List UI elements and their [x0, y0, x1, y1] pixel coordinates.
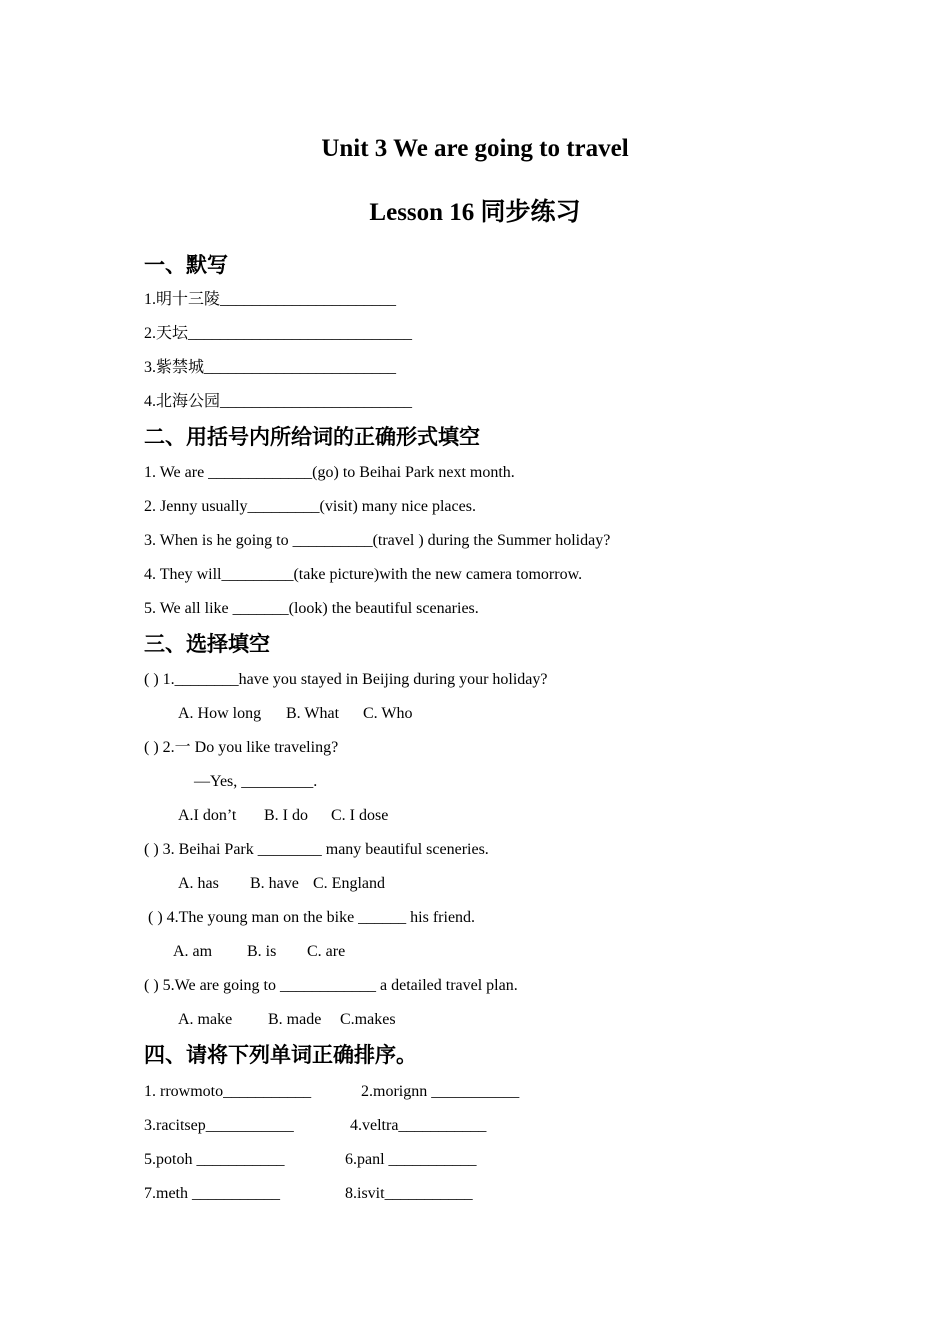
word-item-1: 1. rrowmoto___________ [144, 1083, 312, 1100]
word-item-3: 3.racitsep___________ [144, 1117, 294, 1134]
fill-item-4: 4. They will_________(take picture)with the new camera tomorrow. [144, 566, 583, 583]
fill-item-5: 5. We all like _______(look) the beautiful scenaries. [144, 600, 479, 617]
dictation-item-2: 2.天坛____________________________ [144, 325, 413, 342]
choice-1-option-c: C. Who [363, 705, 413, 722]
dictation-item-4: 4.北海公园________________________ [144, 393, 413, 410]
choice-3-option-b: B. have [250, 875, 299, 892]
choice-question-4: ( ) 4.The young man on the bike ______ his friend. [148, 909, 476, 926]
choice-1-option-b: B. What [286, 705, 340, 722]
section-3-heading: 三、选择填空 [144, 632, 270, 656]
word-item-5: 5.potoh ___________ [144, 1151, 285, 1168]
word-item-2: 2.morignn ___________ [361, 1083, 520, 1100]
choice-question-5: ( ) 5.We are going to ____________ a detailed travel plan. [144, 977, 518, 994]
word-item-8: 8.isvit___________ [345, 1185, 473, 1202]
choice-1-option-a: A. How long [178, 705, 262, 722]
fill-item-2: 2. Jenny usually_________(visit) many nice places. [144, 498, 476, 515]
section-2-heading: 二、用括号内所给词的正确形式填空 [144, 425, 480, 449]
choice-question-1: ( ) 1.________have you stayed in Beijing during your holiday? [144, 671, 548, 688]
choice-question-2-reply: —Yes, _________. [194, 773, 318, 790]
word-item-4: 4.veltra___________ [350, 1117, 487, 1134]
choice-question-3: ( ) 3. Beihai Park ________ many beautiful sceneries. [144, 841, 489, 858]
choice-3-option-a: A. has [178, 875, 219, 892]
choice-5-option-c: C.makes [340, 1011, 396, 1028]
choice-4-option-b: B. is [247, 943, 277, 960]
choice-5-option-a: A. make [178, 1011, 233, 1028]
section-4-heading: 四、请将下列单词正确排序。 [144, 1043, 417, 1067]
choice-question-2: ( ) 2.一 Do you like traveling? [144, 739, 339, 756]
choice-4-option-a: A. am [173, 943, 213, 960]
fill-item-1: 1. We are _____________(go) to Beihai Park next month. [144, 464, 515, 481]
page-title: Unit 3 We are going to travel [321, 135, 629, 162]
choice-5-option-b: B. made [268, 1011, 322, 1028]
choice-3-option-c: C. England [313, 875, 385, 892]
choice-2-option-a: A.I don’t [178, 807, 237, 824]
choice-2-option-c: C. I dose [331, 807, 389, 824]
fill-item-3: 3. When is he going to __________(travel ) during the Summer holiday? [144, 532, 611, 549]
section-1-heading: 一、默写 [144, 253, 228, 277]
page-subtitle: Lesson 16 同步练习 [369, 199, 581, 226]
dictation-item-3: 3.紫禁城________________________ [144, 359, 397, 376]
choice-4-option-c: C. are [307, 943, 346, 960]
word-item-7: 7.meth ___________ [144, 1185, 280, 1202]
choice-2-option-b: B. I do [264, 807, 308, 824]
word-item-6: 6.panl ___________ [345, 1151, 477, 1168]
dictation-item-1: 1.明十三陵______________________ [144, 291, 397, 308]
